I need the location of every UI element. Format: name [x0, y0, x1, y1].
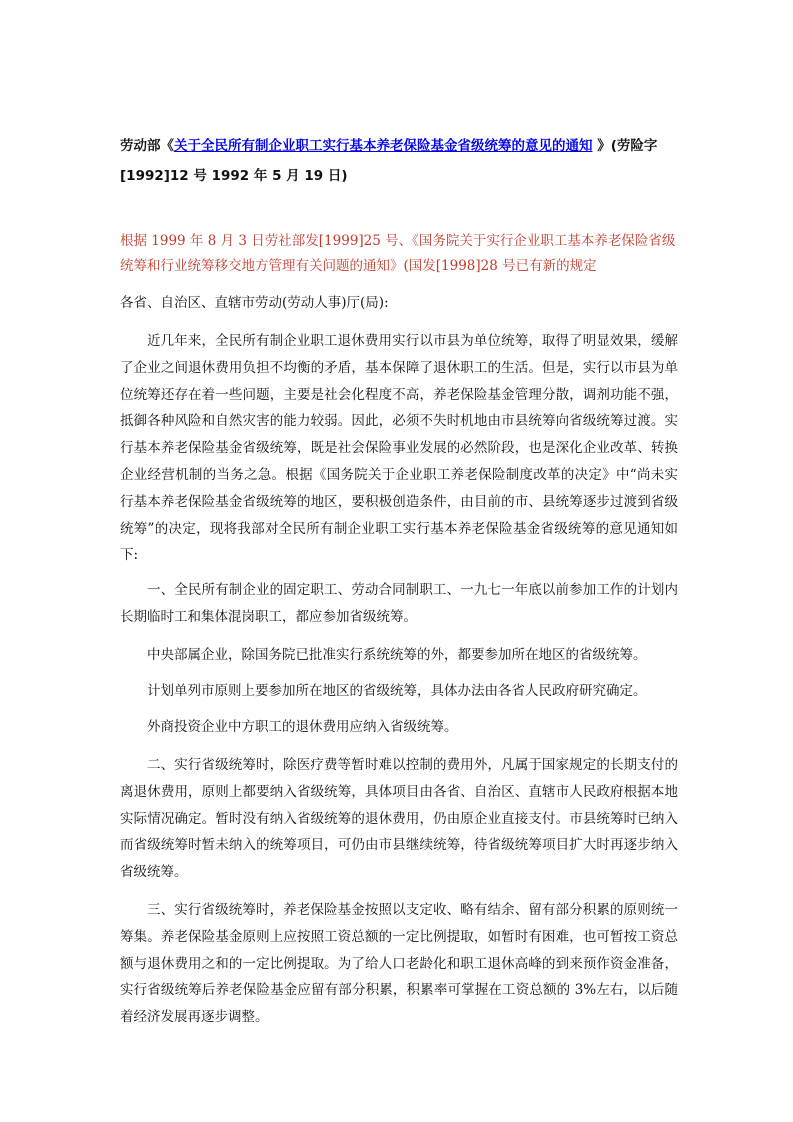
title-suffix: 》(劳险字: [592, 138, 658, 154]
paragraph-intro: 近几年来，全民所有制企业职工退休费用实行以市县为单位统筹，取得了明显效果，缓解了企业之间退休费用负担不均衡的矛盾，基本保障了退休职工的生活。但是，实行以市县为单位统筹还存在着一些问题，主要是社会化程度不高，养老保险基金管理分散，调剂功能不强，抵御各种风险和自然灾害的能力较弱。因此，必须不失时机地由市县统筹向省级统筹过渡。实行基本养老保险基金省级统筹，既是社会保险事业发展的必然阶段，也是深化企业改革、转换企业经营机制的当务之急。根据《国务院关于企业职工养老保险制度改革的决定》中“尚未实行基本养老保险基金省级统筹的地区，要积极创造条件，由目前的市、县统筹逐步过渡到省级统筹”的决定，现将我部对全民所有制企业职工实行基本养老保险基金省级统筹的意见通知如下:: [120, 333, 678, 564]
revision-note: 根据 1999 年 8 月 3 日劳社部发[1999]25 号、《国务院关于实行企业职工基本养老保险省级统筹和行业统筹移交地方管理有关问题的通知》(国发[1998]28 号已有新的规定: [120, 233, 676, 274]
salutation: 各省、自治区、直辖市劳动(劳动人事)厅(局):: [120, 295, 389, 311]
paragraph-item-2: 二、实行省级统筹时，除医疗费等暂时难以控制的费用外，凡属于国家规定的长期支付的离退休费用，原则上都要纳入省级统筹，具体项目由各省、自治区、直辖市人民政府根据本地实际情况确定。暂时没有纳入省级统筹的退休费用，仍由原企业直接支付。市县统筹时已纳入而省级统筹时暂未纳入的统筹项目，可仍由市县继续统筹，待省级统筹项目扩大时再逐步纳入省级统筹。: [120, 757, 678, 881]
paragraph-item-1: 一、全民所有制企业的固定职工、劳动合同制职工、一九七一年底以前参加工作的计划内长期临时工和集体混岗职工，都应参加省级统筹。: [120, 582, 678, 625]
paragraph-central-enterprises: 中央部属企业，除国务院已批准实行系统统筹的外，都要参加所在地区的省级统筹。: [147, 647, 647, 663]
paragraph-foreign-investment: 外商投资企业中方职工的退休费用应纳入省级统筹。: [147, 719, 458, 735]
title-prefix: 劳动部《: [120, 138, 174, 154]
paragraph-item-3: 三、实行省级统筹时，养老保险基金按照以支定收、略有结余、留有部分积累的原则统一筹集。养老保险基金原则上应按照工资总额的一定比例提取，如暂时有困难，也可暂按工资总额与退休费用之和的一定比例提取。为了给人口老龄化和职工退休高峰的到来预作资金准备，实行省级统筹后养老保险基金应留有部分积累，积累率可掌握在工资总额的 3%左右，以后随着经济发展再逐步调整。: [120, 902, 678, 1026]
title-link[interactable]: 关于全民所有制企业职工实行基本养老保险基金省级统筹的意见的通知: [174, 138, 593, 154]
paragraph-planning-cities: 计划单列市原则上要参加所在地区的省级统筹，具体办法由各省人民政府研究确定。: [147, 683, 647, 699]
document-title-line2: [1992]12 号 1992 年 5 月 19 日): [120, 168, 348, 184]
document-title: [120, 134, 680, 154]
